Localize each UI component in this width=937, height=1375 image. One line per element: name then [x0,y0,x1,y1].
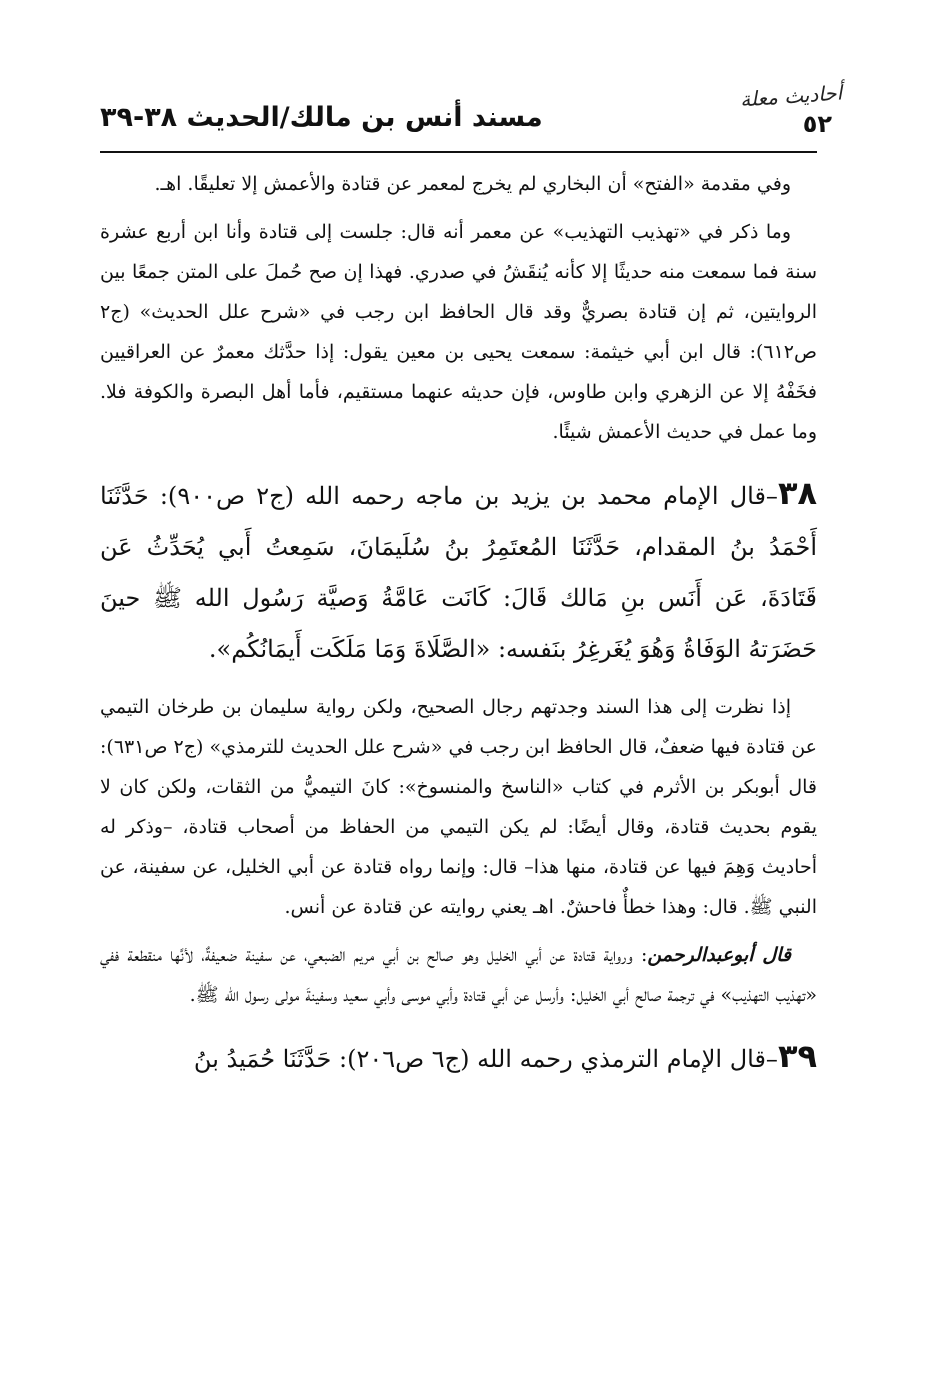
header-divider [100,151,817,153]
author-note [100,935,817,1015]
hadith-number: ٣٩ [777,1037,817,1075]
commentary-paragraph: إذا نظرت إلى هذا السند وجدتهم رجال الصحيح، ولكن رواية سليمان بن طرخان التيمي عن قتادة فيها ضعفٌ، قال الحافظ ابن رجب في «شرح علل الحديث للترمذي» (ج٢ ص٦٣١): قال أبوبكر بن الأثرم في كتاب «الناسخ والمنسوخ»: كانَ التيميُّ من الثقات، ولكن كان لا يقوم بحديث قتادة، وقال أيضًا: لم يكن التيمي من الحفاظ من أصحاب قتادة، –وذكر له أحاديث وَهِمَ فيها عن قتادة، منها هذا– قال: وإنما رواه قتادة عن أبي الخليل، عن سفينة، عن النبي ﷺ. قال: وهذا خطأٌ فاحشٌ. اهـ يعني روايته عن قتادة عن أنس. [100,696,817,918]
hadith-39 [100,1031,817,1085]
running-title: مسند أنس بن مالك/الحديث ٣٨-٣٩ [100,102,543,133]
page-number: ٥٢ [802,110,832,138]
hadith-text: –قال الإمام الترمذي رحمه الله (ج٦ ص٢٠٦): حَدَّثَنَا حُمَيدُ بنُ [193,1045,778,1073]
paragraph: وفي مقدمة «الفتح» أن البخاري لم يخرج لمعمر عن قتادة والأعمش إلا تعليقًا. اهـ. [154,173,791,195]
hadith-38 [100,468,817,675]
author-note-text: : ورواية قتادة عن أبي الخليل وهو صالح بن أبي مريم الضبعي، عن سفينة ضعيفةٌ، لأنَّها منقطعة ففي «تهذيب التهذيب» في ترجمة صالح أبي الخليل: وأرسل عن أبي قتادة وأبي موسى وأبي سعيد وسفينةَ مولى رسول الله ﷺ. [100,944,817,1006]
hadith-text: –قال الإمام محمد بن يزيد بن ماجه رحمه الله (ج٢ ص٩٠٠): حَدَّثَنَا أَحْمَدُ بنُ المقدام، حَدَّثَنَا المُعتَمِرُ بنُ سُلَيمَانَ، سَمِعتُ أَبي يُحَدِّثُ عَن قَتَادَةَ، عَن أَنَس بنِ مَالك قَالَ: كَانَت عَامَّةُ وَصيَّة رَسُول الله ﷺ حينَ حَضَرَتهُ الوَفَاةُ وَهُوَ يُغَرغِرُ بنَفسه: «الصَّلَاةَ وَمَا مَلَكَت أَيمَانُكُم». [100,482,817,663]
author-note-label: قال أبوعبدالرحمن [647,944,791,966]
hadith-number: ٣٨ [777,474,817,512]
page-body [100,164,817,1097]
page-header [90,78,843,150]
handwritten-annotation: أحاديث معلة [739,80,843,112]
paragraph: وما ذكر في «تهذيب التهذيب» عن معمر أنه قال: جلست إلى قتادة وأنا ابن أربع عشرة سنة فما سمعت منه حديثًا إلا كأنه يُنقَشُ في صدري. فهذا إن صح حُملَ على المتن جمعًا بين الروايتين، ثم إن قتادة بصريٌّ وقد قال الحافظ ابن رجب في «شرح علل الحديث» (ج٢ ص٦١٢): قال ابن أبي خيثمة: سمعت يحيى بن معين يقول: إذا حدَّثك معمرٌ عن العراقيين فخَفْهُ إلا عن الزهري وابن طاوس، فإن حديثه عنهما مستقيم، فأما أهل البصرة والكوفة فلا. وما عمل في حديث الأعمش شيئًا. [100,221,817,443]
